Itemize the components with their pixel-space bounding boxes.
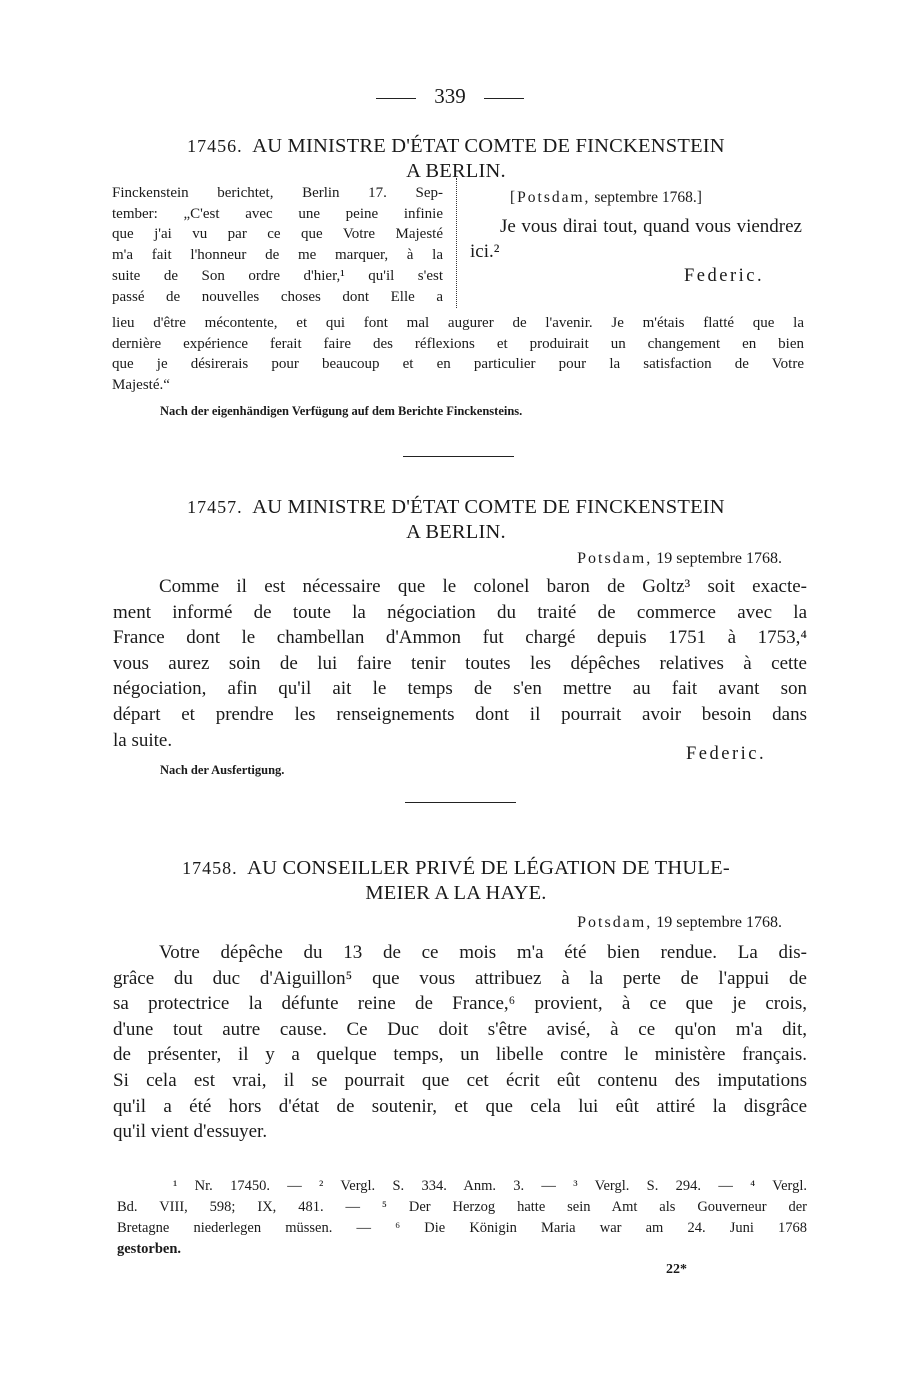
body-line: Si cela est vrai, il se pourrait que cet écrit eût contenu des imputations bbox=[113, 1069, 807, 1091]
section-rule bbox=[403, 456, 514, 457]
page-number: 339 bbox=[0, 84, 900, 109]
body-line: d'une tout autre cause. Ce Duc doit s'être avisé, à ce qu'on m'a dit, bbox=[113, 1018, 807, 1040]
body-line: Comme il est nécessaire que le colonel baron de Goltz³ soit exacte- bbox=[159, 576, 807, 597]
report-summary bbox=[112, 183, 443, 307]
report-line: que j'ai vu par ce que Votre Majesté bbox=[112, 226, 443, 243]
report-line: lieu d'être mécontente, et qui font mal augurer de l'avenir. Je m'étais flatté que la bbox=[112, 315, 804, 331]
footnote-line: Bd. VIII, 598; IX, 481. — ⁵ Der Herzog hatte sein Amt als Gouverneur der bbox=[117, 1199, 807, 1215]
report-line: dernière expérience ferait faire des réflexions et produirait un changement en bien bbox=[112, 335, 804, 352]
signature-mark: 22* bbox=[666, 1262, 687, 1277]
report-line: suite de Son ordre d'hier,¹ qu'il s'est bbox=[112, 267, 443, 284]
body-line: qu'il vient d'essuyer. bbox=[113, 1121, 268, 1143]
footnote-line: gestorben. bbox=[117, 1241, 182, 1257]
dateline: [Potsdam, septembre 1768.] bbox=[510, 189, 702, 206]
footnotes bbox=[117, 1176, 807, 1260]
body-line: Votre dépêche du 13 de ce mois m'a été bien rendue. La dis- bbox=[159, 942, 807, 963]
report-line: Finckenstein berichtet, Berlin 17. Sep- bbox=[112, 185, 443, 201]
body-line: départ et prendre les renseignements dont il pourrait avoir besoin dans bbox=[113, 703, 807, 725]
report-line: que je désirerais pour beaucoup et en particulier pour la satisfaction de Votre bbox=[112, 356, 804, 373]
report-continuation bbox=[112, 313, 804, 396]
letter-heading: 17456. AU MINISTRE D'ÉTAT COMTE DE FINCKENSTEIN A BERLIN. bbox=[187, 135, 725, 182]
body-line: ment informé de toute la négociation du traité de commerce avec la bbox=[113, 601, 807, 623]
body-line: sa protectrice la défunte reine de France,⁶ provient, à ce que je crois, bbox=[113, 993, 807, 1015]
body-line: France dont le chambellan d'Ammon fut chargé depuis 1751 à 1753,⁴ bbox=[113, 627, 807, 649]
dateline: Potsdam, 19 septembre 1768. bbox=[577, 550, 782, 567]
column-divider bbox=[456, 178, 457, 308]
body-line: négociation, afin qu'il ait le temps de s'en mettre au fait avant son bbox=[113, 678, 807, 700]
signature: Federic. bbox=[686, 744, 767, 764]
reply-text: Je vous dirai tout, quand vous viendrez ici.² bbox=[470, 216, 802, 262]
source-note: Nach der eigenhändigen Verfügung auf dem Berichte Finckensteins. bbox=[160, 404, 523, 418]
letter-body bbox=[113, 940, 807, 1145]
report-line: Majesté.“ bbox=[112, 377, 170, 394]
body-line: vous aurez soin de lui faire tenir toutes les dépêches relatives à cette bbox=[113, 652, 807, 674]
footnote-line: Bretagne niederlegen müssen. — ⁶ Die Königin Maria war am 24. Juni 1768 bbox=[117, 1220, 807, 1236]
letter-heading: 17458. AU CONSEILLER PRIVÉ DE LÉGATION DE THULE- MEIER A LA HAYE. bbox=[182, 857, 730, 904]
letter-body bbox=[113, 574, 807, 753]
body-line: grâce du duc d'Aiguillon⁵ que vous attribuez à la perte de l'appui de bbox=[113, 967, 807, 989]
report-line: tember: „C'est avec une peine infinie bbox=[112, 205, 443, 222]
body-line: la suite. bbox=[113, 729, 173, 751]
letter-heading: 17457. AU MINISTRE D'ÉTAT COMTE DE FINCKENSTEIN A BERLIN. bbox=[187, 496, 725, 543]
body-line: qu'il a été hors d'état de soutenir, et que cela lui eût attiré la disgrâce bbox=[113, 1095, 807, 1117]
source-note: Nach der Ausfertigung. bbox=[160, 763, 285, 777]
body-line: de présenter, il y a quelque temps, un libelle contre le ministère français. bbox=[113, 1044, 807, 1066]
report-line: m'a fait l'honneur de me marquer, à la bbox=[112, 247, 443, 264]
report-line: passé de nouvelles choses dont Elle a bbox=[112, 288, 443, 305]
footnote-line: ¹ Nr. 17450. — ² Vergl. S. 334. Anm. 3. — ³ Vergl. S. 294. — ⁴ Vergl. bbox=[173, 1178, 807, 1194]
signature: Federic. bbox=[684, 266, 765, 286]
section-rule bbox=[405, 802, 516, 803]
dateline: Potsdam, 19 septembre 1768. bbox=[577, 914, 782, 931]
